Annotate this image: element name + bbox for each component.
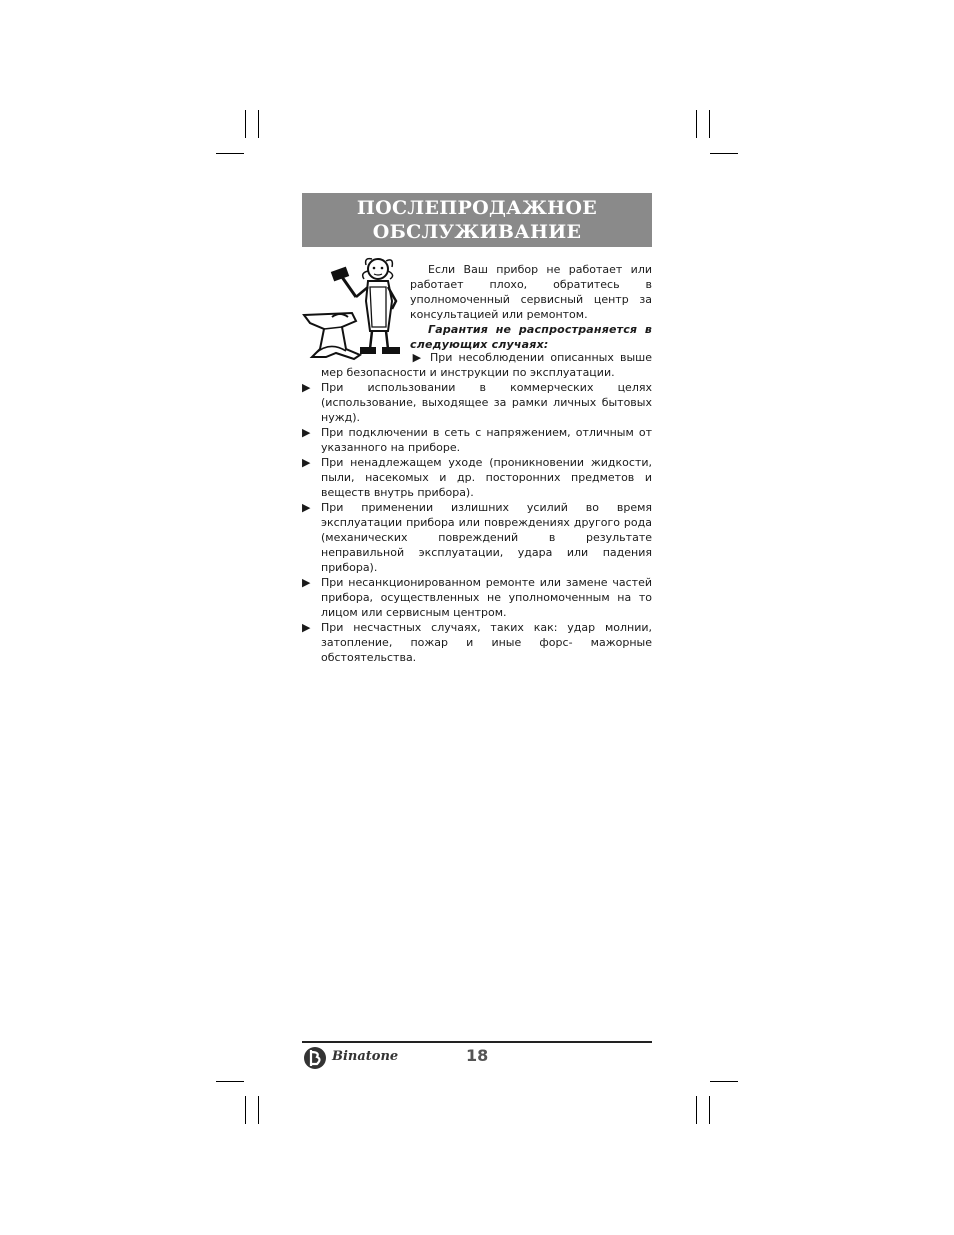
crop-mark — [696, 110, 697, 138]
bullet-arrow-icon: ▶ — [302, 426, 311, 439]
bullet-arrow-icon: ▶ — [302, 576, 311, 589]
brand-name: Binatone — [332, 1049, 399, 1064]
crop-mark — [710, 1081, 738, 1082]
footer-divider — [302, 1041, 652, 1043]
section-title-line-1: ПОСЛЕПРОДАЖНОЕ — [356, 197, 598, 219]
bullet-arrow-icon: ▶ — [302, 381, 311, 394]
crop-mark — [709, 1096, 710, 1124]
crop-mark — [709, 110, 710, 138]
list-item — [302, 620, 652, 665]
page-number: 18 — [466, 1046, 489, 1065]
bullet-arrow-icon: ▶ — [302, 456, 311, 469]
crop-mark — [258, 1096, 259, 1124]
section-title — [302, 193, 652, 247]
list-item — [302, 455, 652, 500]
blacksmith-at-anvil-icon — [302, 257, 406, 363]
list-item-text: При использовании в коммерческих целях (использование, выходящее за рамки личных бытовых нужд). — [321, 381, 652, 424]
list-item — [302, 380, 652, 425]
intro-block — [410, 262, 652, 352]
crop-mark — [216, 153, 244, 154]
crop-mark — [696, 1096, 697, 1124]
crop-mark — [710, 153, 738, 154]
list-item-text: При ненадлежащем уходе (проникновении жидкости, пыли, насекомых и др. посторонних предметов и веществ внутрь прибора). — [321, 456, 652, 499]
warranty-heading: Гарантия не распространяется в следующих случаях: — [410, 323, 652, 351]
intro-text: Если Ваш прибор не работает или работает плохо, обратитесь в уполномоченный сервисный центр за консультацией или ремонтом. — [410, 263, 652, 321]
crop-mark — [245, 110, 246, 138]
list-item — [321, 350, 652, 380]
bullet-arrow-icon: ▶ — [302, 621, 311, 634]
crop-mark — [216, 1081, 244, 1082]
crop-mark — [258, 110, 259, 138]
list-item — [302, 500, 652, 575]
list-item-text: При применении излишних усилий во время эксплуатации прибора или повреждениях другого рода (механических повреждений в результате неправильной эксплуатации, удара или падения прибора). — [321, 501, 652, 574]
exclusions-list — [302, 380, 652, 665]
list-item-text: При несанкционированном ремонте или замене частей прибора, осуществленных не уполномоченным на то лицом или сервисным центром. — [321, 576, 652, 619]
list-item-text: При несоблюдении описанных выше мер безопасности и инструкции по эксплуатации. — [321, 351, 652, 379]
list-item-text: При подключении в сеть с напряжением, отличным от указанного на приборе. — [321, 426, 652, 454]
bullet-arrow-icon: ▶ — [410, 351, 424, 364]
list-item — [302, 575, 652, 620]
bullet-arrow-icon: ▶ — [302, 501, 311, 514]
list-item-text: При несчастных случаях, таких как: удар молнии, затопление, пожар и иные форс- мажорные обстоятельства. — [321, 621, 652, 664]
crop-mark — [245, 1096, 246, 1124]
section-title-line-2: ОБСЛУЖИВАНИЕ — [372, 221, 582, 243]
list-item — [302, 425, 652, 455]
